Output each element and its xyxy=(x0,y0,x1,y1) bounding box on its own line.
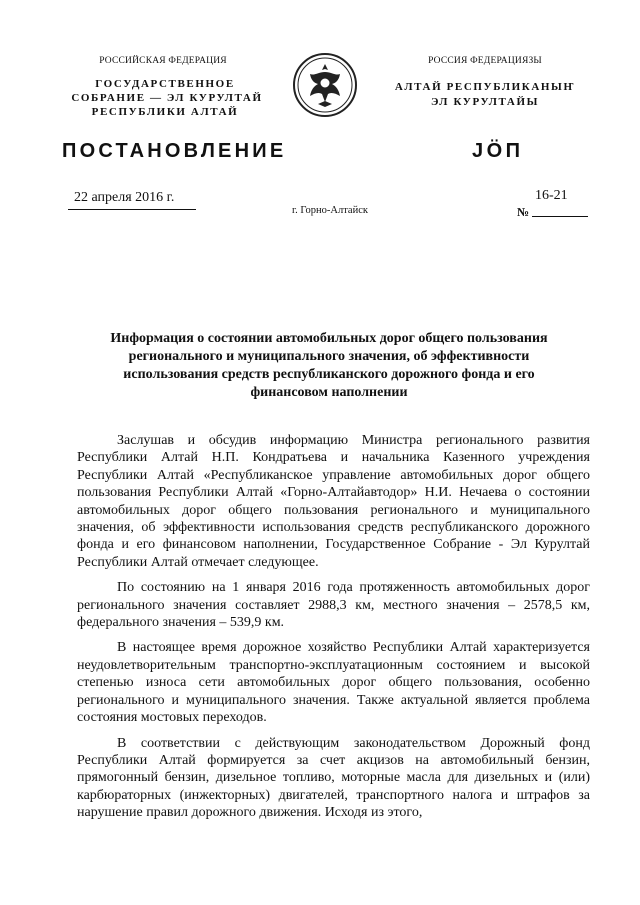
header-left-country: РОССИЙСКАЯ ФЕДЕРАЦИЯ xyxy=(99,56,227,66)
date-underline xyxy=(68,209,196,210)
document-type-title-altai: ЈӦП xyxy=(472,140,524,162)
paragraph-4: В соответствии с действующим законодательством Дорожный фонд Республики Алтай формируется за счет акцизов на автомобильный бензин, прямогонный бензин, дизельное топливо, моторные масла для дизельных и (или) карбюраторных (инжекторных) двигателей, транспортного налога и штрафов за нарушение правил дорожного движения. Исходя из этого, xyxy=(77,735,590,821)
document-heading: Информация о состоянии автомобильных дорог общего пользования регионального и муниципального значения, об эффективности использования средств республиканского дорожного фонда и его финансовом наполнении xyxy=(110,331,548,400)
header-right-country: РОССИЯ ФЕДЕРАЦИЯЗЫ xyxy=(428,56,542,66)
header-right-line2: ЭЛ КУРУЛТАЙЫ xyxy=(430,96,540,108)
document-type-title: ПОСТАНОВЛЕНИЕ xyxy=(62,140,287,162)
paragraph-1: Заслушав и обсудив информацию Министра регионального развития Республики Алтай Н.П. Кондратьева и начальника Казенного учреждения Республики Алтай «Республиканское управление автомобильных дорог общего пользования Республики Алтай «Горно-Алтайавтодор» Н.И. Нечаева о состоянии автомобильных дорог общего пользования регионального и муниципального значения, об эффективности использования средств республиканского дорожного фонда и его финансовом наполнении, Государственное Собрание - Эл Курултай Республики Алтай отмечает следующее. xyxy=(77,433,590,570)
header-left-line1: ГОСУДАРСТВЕННОЕ xyxy=(95,78,235,90)
number-underline xyxy=(532,216,588,217)
document-city: г. Горно-Алтайск xyxy=(292,205,368,216)
header-right-line1: АЛТАЙ РЕСПУБЛИКАНЫҤ xyxy=(394,81,576,93)
header-left-line2: СОБРАНИЕ — ЭЛ КУРУЛТАЙ xyxy=(71,92,263,104)
number-sign: № xyxy=(517,205,530,219)
document-body xyxy=(77,432,590,830)
paragraph-2: По состоянию на 1 января 2016 года протяженность автомобильных дорог регионального значения составляет 2988,3 км, местного значения – 2578,5 км, федерального значения – 539,9 км. xyxy=(77,580,590,631)
document-date: 22 апреля 2016 г. xyxy=(74,190,175,205)
coat-of-arms-icon xyxy=(292,52,358,118)
header-left-line3: РЕСПУБЛИКИ АЛТАЙ xyxy=(91,106,239,118)
document-number: 16-21 xyxy=(535,188,568,203)
paragraph-3: В настоящее время дорожное хозяйство Республики Алтай характеризуется неудовлетворительным транспортно-эксплуатационным состоянием и высокой степенью износа сети автомобильных дорог общего пользования, особенно регионального и муниципального значения. Также актуальной является проблема состояния мостовых переходов. xyxy=(77,640,590,726)
